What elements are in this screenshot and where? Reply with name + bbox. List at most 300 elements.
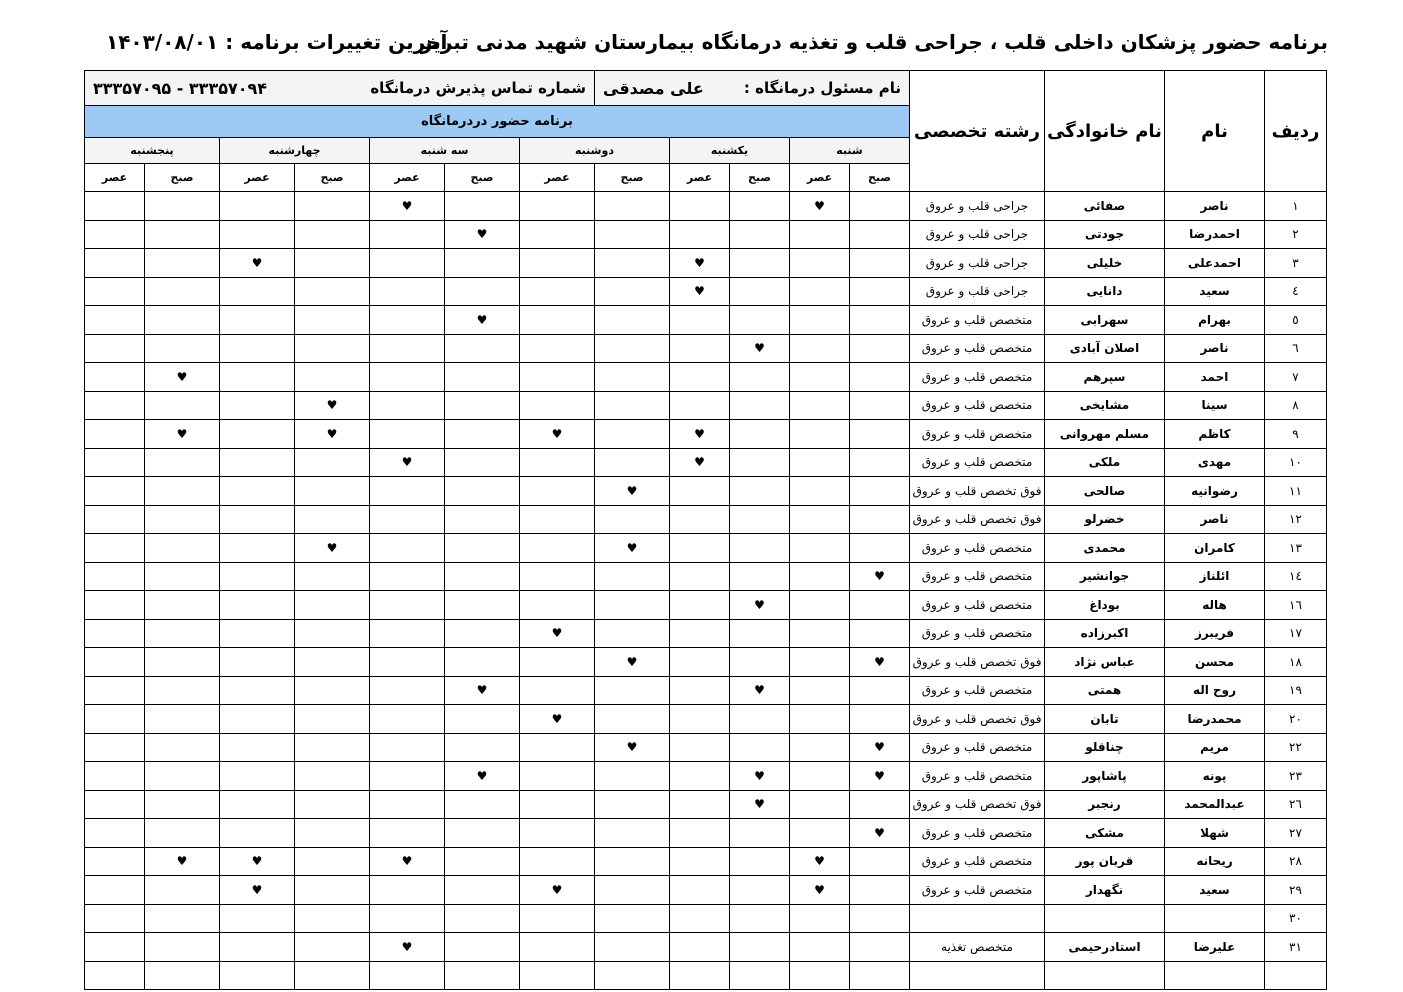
schedule-cell	[85, 363, 145, 392]
schedule-cell	[145, 505, 220, 534]
specialty: متخصص قلب و عروق	[910, 306, 1045, 335]
schedule-banner: برنامه حضور دردرمانگاه	[85, 106, 910, 138]
schedule-cell	[445, 648, 520, 677]
shift-header-afternoon: عصر	[790, 164, 850, 192]
last-name: صالحی	[1045, 477, 1165, 506]
presence-mark-cell: ♥	[445, 306, 520, 335]
presence-mark-cell: ♥	[295, 534, 370, 563]
schedule-cell	[370, 277, 445, 306]
specialty: متخصص تغذیه	[910, 933, 1045, 962]
schedule-cell	[595, 876, 670, 905]
schedule-cell	[790, 363, 850, 392]
row-number: ۱٤	[1265, 562, 1327, 591]
schedule-cell	[85, 448, 145, 477]
last-name: مشایخی	[1045, 391, 1165, 420]
schedule-cell	[595, 591, 670, 620]
schedule-cell	[445, 562, 520, 591]
schedule-cell	[850, 591, 910, 620]
schedule-cell	[595, 220, 670, 249]
specialty: متخصص قلب و عروق	[910, 334, 1045, 363]
schedule-cell	[370, 876, 445, 905]
first-name	[1165, 904, 1265, 933]
first-name: ناصر	[1165, 334, 1265, 363]
last-name: نگهدار	[1045, 876, 1165, 905]
schedule-cell	[595, 904, 670, 933]
schedule-cell	[445, 448, 520, 477]
first-name: عبدالمحمد	[1165, 790, 1265, 819]
schedule-cell	[370, 904, 445, 933]
schedule-cell	[145, 477, 220, 506]
schedule-cell	[850, 876, 910, 905]
schedule-cell	[85, 277, 145, 306]
schedule-cell	[85, 477, 145, 506]
table-row	[85, 619, 1327, 648]
schedule-cell	[730, 220, 790, 249]
specialty: متخصص قلب و عروق	[910, 819, 1045, 848]
schedule-cell	[295, 876, 370, 905]
schedule-cell	[730, 420, 790, 449]
schedule-cell	[595, 619, 670, 648]
schedule-cell	[370, 477, 445, 506]
manager-name: علی مصدقی	[603, 78, 704, 98]
schedule-cell	[445, 705, 520, 734]
presence-mark-cell: ♥	[670, 420, 730, 449]
last-change-info	[106, 30, 447, 54]
schedule-cell	[730, 961, 790, 990]
day-header: دوشنبه	[520, 138, 670, 164]
schedule-cell	[730, 847, 790, 876]
schedule-cell	[790, 391, 850, 420]
schedule-cell	[295, 306, 370, 335]
schedule-cell	[730, 306, 790, 335]
schedule-cell	[850, 790, 910, 819]
schedule-cell	[520, 391, 595, 420]
schedule-cell	[295, 619, 370, 648]
presence-mark-cell: ♥	[790, 192, 850, 221]
schedule-cell	[85, 619, 145, 648]
last-name: جوانشیر	[1045, 562, 1165, 591]
schedule-cell	[445, 961, 520, 990]
schedule-cell	[220, 961, 295, 990]
schedule-cell	[850, 904, 910, 933]
last-name: مشکی	[1045, 819, 1165, 848]
schedule-cell	[520, 505, 595, 534]
schedule-cell	[670, 591, 730, 620]
schedule-cell	[295, 933, 370, 962]
schedule-cell	[370, 420, 445, 449]
last-name: همتی	[1045, 676, 1165, 705]
specialty: متخصص قلب و عروق	[910, 676, 1045, 705]
schedule-cell	[520, 648, 595, 677]
schedule-cell	[145, 192, 220, 221]
schedule-cell	[520, 847, 595, 876]
shift-header-morning: صبح	[445, 164, 520, 192]
schedule-cell	[790, 591, 850, 620]
schedule-cell	[520, 334, 595, 363]
first-name: شهلا	[1165, 819, 1265, 848]
schedule-cell	[520, 591, 595, 620]
schedule-cell	[520, 676, 595, 705]
schedule-cell	[370, 391, 445, 420]
row-number: ٥	[1265, 306, 1327, 335]
presence-mark-cell: ♥	[595, 648, 670, 677]
presence-mark-cell: ♥	[730, 762, 790, 791]
last-name	[1045, 961, 1165, 990]
specialty: متخصص قلب و عروق	[910, 762, 1045, 791]
row-number: ٤	[1265, 277, 1327, 306]
specialty: متخصص قلب و عروق	[910, 733, 1045, 762]
header-row-number: ردیف	[1265, 71, 1327, 192]
specialty: فوق تخصص قلب و عروق	[910, 477, 1045, 506]
schedule-cell	[370, 534, 445, 563]
schedule-cell	[445, 933, 520, 962]
schedule-cell	[220, 648, 295, 677]
table-row	[85, 306, 1327, 335]
presence-mark-cell: ♥	[790, 876, 850, 905]
schedule-cell	[220, 733, 295, 762]
day-header: پنجشنبه	[85, 138, 220, 164]
first-name: علیرضا	[1165, 933, 1265, 962]
table-row	[85, 534, 1327, 563]
schedule-cell	[145, 819, 220, 848]
presence-mark-cell: ♥	[295, 420, 370, 449]
specialty: متخصص قلب و عروق	[910, 363, 1045, 392]
schedule-cell	[145, 733, 220, 762]
schedule-cell	[295, 847, 370, 876]
table-row	[85, 790, 1327, 819]
schedule-cell	[445, 790, 520, 819]
schedule-cell	[145, 619, 220, 648]
schedule-cell	[445, 391, 520, 420]
schedule-cell	[790, 477, 850, 506]
shift-header-morning: صبح	[850, 164, 910, 192]
schedule-cell	[295, 249, 370, 278]
schedule-cell	[85, 876, 145, 905]
schedule-cell	[670, 762, 730, 791]
table-row	[85, 648, 1327, 677]
table-row	[85, 391, 1327, 420]
schedule-cell	[595, 448, 670, 477]
schedule-cell	[295, 904, 370, 933]
schedule-cell	[730, 562, 790, 591]
table-row	[85, 904, 1327, 933]
schedule-cell	[730, 505, 790, 534]
schedule-cell	[595, 762, 670, 791]
first-name: مهدی	[1165, 448, 1265, 477]
table-row	[85, 705, 1327, 734]
schedule-cell	[445, 876, 520, 905]
schedule-cell	[520, 448, 595, 477]
specialty: متخصص قلب و عروق	[910, 591, 1045, 620]
schedule-cell	[670, 505, 730, 534]
table-row	[85, 477, 1327, 506]
schedule-cell	[850, 961, 910, 990]
presence-mark-cell: ♥	[730, 790, 790, 819]
schedule-cell	[670, 220, 730, 249]
row-number	[1265, 961, 1327, 990]
shift-header-afternoon: عصر	[520, 164, 595, 192]
schedule-cell	[370, 648, 445, 677]
presence-mark-cell: ♥	[670, 249, 730, 278]
schedule-cell	[520, 534, 595, 563]
manager-label: نام مسئول درمانگاه :	[743, 79, 901, 97]
schedule-cell	[850, 534, 910, 563]
presence-mark-cell: ♥	[220, 876, 295, 905]
presence-mark-cell: ♥	[520, 876, 595, 905]
last-name: عباس نژاد	[1045, 648, 1165, 677]
schedule-cell	[730, 933, 790, 962]
specialty: متخصص قلب و عروق	[910, 534, 1045, 563]
schedule-cell	[370, 762, 445, 791]
presence-mark-cell: ♥	[370, 192, 445, 221]
last-name: چناقلو	[1045, 733, 1165, 762]
schedule-cell	[850, 220, 910, 249]
row-number: ۱۸	[1265, 648, 1327, 677]
last-change-date: ۱۴۰۳/۰۸/۰۱	[106, 30, 219, 54]
schedule-cell	[730, 192, 790, 221]
row-number: ۱۱	[1265, 477, 1327, 506]
row-number: ۱	[1265, 192, 1327, 221]
first-name: احمدرضا	[1165, 220, 1265, 249]
schedule-cell	[85, 534, 145, 563]
first-name	[1165, 961, 1265, 990]
schedule-cell	[595, 391, 670, 420]
schedule-cell	[595, 790, 670, 819]
schedule-cell	[220, 819, 295, 848]
schedule-cell	[445, 249, 520, 278]
schedule-cell	[295, 277, 370, 306]
schedule-cell	[145, 220, 220, 249]
schedule-cell	[370, 249, 445, 278]
schedule-cell	[445, 534, 520, 563]
table-row	[85, 420, 1327, 449]
table-row	[85, 448, 1327, 477]
row-number: ۸	[1265, 391, 1327, 420]
presence-mark-cell: ♥	[370, 448, 445, 477]
schedule-cell	[670, 961, 730, 990]
last-name: قربان پور	[1045, 847, 1165, 876]
schedule-cell	[445, 477, 520, 506]
presence-mark-cell: ♥	[850, 762, 910, 791]
schedule-cell	[295, 448, 370, 477]
schedule-cell	[295, 591, 370, 620]
schedule-cell	[595, 420, 670, 449]
last-name: محمدی	[1045, 534, 1165, 563]
schedule-cell	[295, 477, 370, 506]
presence-mark-cell: ♥	[850, 562, 910, 591]
schedule-cell	[220, 762, 295, 791]
presence-mark-cell: ♥	[220, 847, 295, 876]
schedule-cell	[295, 192, 370, 221]
schedule-cell	[730, 277, 790, 306]
schedule-cell	[790, 249, 850, 278]
schedule-cell	[370, 334, 445, 363]
first-name: روح اله	[1165, 676, 1265, 705]
presence-mark-cell: ♥	[145, 847, 220, 876]
row-number: ۲۹	[1265, 876, 1327, 905]
shift-header-afternoon: عصر	[85, 164, 145, 192]
presence-mark-cell: ♥	[520, 619, 595, 648]
row-number: ۱۷	[1265, 619, 1327, 648]
schedule-cell	[220, 790, 295, 819]
schedule-cell	[145, 391, 220, 420]
table-row	[85, 876, 1327, 905]
row-number: ۱٦	[1265, 591, 1327, 620]
presence-mark-cell: ♥	[220, 249, 295, 278]
schedule-cell	[730, 249, 790, 278]
schedule-cell	[295, 220, 370, 249]
schedule-cell	[520, 277, 595, 306]
schedule-cell	[850, 192, 910, 221]
first-name: مریم	[1165, 733, 1265, 762]
first-name: سینا	[1165, 391, 1265, 420]
table-row	[85, 220, 1327, 249]
schedule-cell	[220, 619, 295, 648]
schedule-cell	[790, 306, 850, 335]
schedule-cell	[595, 192, 670, 221]
schedule-cell	[370, 619, 445, 648]
schedule-cell	[295, 819, 370, 848]
schedule-cell	[220, 562, 295, 591]
schedule-cell	[220, 334, 295, 363]
schedule-cell	[295, 648, 370, 677]
schedule-cell	[445, 334, 520, 363]
schedule-cell	[790, 904, 850, 933]
table-row	[85, 505, 1327, 534]
schedule-cell	[595, 819, 670, 848]
first-name: پونه	[1165, 762, 1265, 791]
first-name: کامران	[1165, 534, 1265, 563]
schedule-cell	[295, 562, 370, 591]
row-number: ۳	[1265, 249, 1327, 278]
table-row	[85, 334, 1327, 363]
schedule-cell	[145, 790, 220, 819]
schedule-cell	[295, 505, 370, 534]
schedule-cell	[145, 562, 220, 591]
schedule-cell	[445, 363, 520, 392]
table-row	[85, 933, 1327, 962]
last-name: مسلم مهروانی	[1045, 420, 1165, 449]
first-name: محمدرضا	[1165, 705, 1265, 734]
schedule-cell	[850, 448, 910, 477]
schedule-cell	[85, 961, 145, 990]
schedule-cell	[790, 220, 850, 249]
row-number: ۱۲	[1265, 505, 1327, 534]
schedule-cell	[520, 933, 595, 962]
specialty: متخصص قلب و عروق	[910, 562, 1045, 591]
schedule-cell	[445, 819, 520, 848]
presence-mark-cell: ♥	[730, 676, 790, 705]
specialty: متخصص قلب و عروق	[910, 619, 1045, 648]
last-name: تابان	[1045, 705, 1165, 734]
schedule-cell	[520, 249, 595, 278]
day-header: یکشنبه	[670, 138, 790, 164]
presence-mark-cell: ♥	[520, 420, 595, 449]
row-number: ۱۰	[1265, 448, 1327, 477]
first-name: محسن	[1165, 648, 1265, 677]
schedule-cell	[595, 306, 670, 335]
schedule-cell	[85, 762, 145, 791]
schedule-cell	[670, 648, 730, 677]
phone-numbers: ۳۳۳۵۷۰۹۴ - ۳۳۳۵۷۰۹۵	[93, 78, 268, 98]
phone-label: شماره تماس پذیرش درمانگاه	[370, 79, 586, 97]
schedule-cell	[670, 676, 730, 705]
schedule-cell	[370, 220, 445, 249]
row-number: ۲٦	[1265, 790, 1327, 819]
first-name: فریبرز	[1165, 619, 1265, 648]
schedule-cell	[730, 477, 790, 506]
first-name: احمدعلی	[1165, 249, 1265, 278]
schedule-cell	[370, 505, 445, 534]
specialty: جراحی قلب و عروق	[910, 220, 1045, 249]
schedule-cell	[670, 847, 730, 876]
last-name: استادرحیمی	[1045, 933, 1165, 962]
schedule-cell	[85, 705, 145, 734]
schedule-cell	[145, 762, 220, 791]
last-name: خلیلی	[1045, 249, 1165, 278]
presence-mark-cell: ♥	[595, 477, 670, 506]
table-row	[85, 192, 1327, 221]
schedule-cell	[145, 448, 220, 477]
shift-header-morning: صبح	[595, 164, 670, 192]
schedule-cell	[85, 192, 145, 221]
schedule-cell	[445, 847, 520, 876]
schedule-cell	[670, 705, 730, 734]
presence-mark-cell: ♥	[850, 819, 910, 848]
shift-header-afternoon: عصر	[670, 164, 730, 192]
schedule-cell	[85, 790, 145, 819]
schedule-cell	[370, 562, 445, 591]
schedule-cell	[145, 904, 220, 933]
schedule-cell	[520, 762, 595, 791]
schedule-cell	[295, 961, 370, 990]
presence-mark-cell: ♥	[145, 363, 220, 392]
schedule-cell	[85, 505, 145, 534]
schedule-cell	[85, 420, 145, 449]
presence-mark-cell: ♥	[730, 591, 790, 620]
schedule-cell	[850, 306, 910, 335]
table-row	[85, 961, 1327, 990]
schedule-cell	[520, 733, 595, 762]
first-name: رضوانیه	[1165, 477, 1265, 506]
schedule-cell	[220, 391, 295, 420]
presence-mark-cell: ♥	[595, 534, 670, 563]
shift-header-afternoon: عصر	[220, 164, 295, 192]
schedule-cell	[790, 648, 850, 677]
header-first-name: نام	[1165, 71, 1265, 192]
schedule-cell	[370, 363, 445, 392]
first-name: احمد	[1165, 363, 1265, 392]
schedule-cell	[295, 733, 370, 762]
table-row	[85, 676, 1327, 705]
schedule-cell	[85, 334, 145, 363]
schedule-cell	[295, 334, 370, 363]
last-name: دانایی	[1045, 277, 1165, 306]
last-name: سپرهم	[1045, 363, 1165, 392]
schedule-cell	[670, 534, 730, 563]
last-name: رنجبر	[1045, 790, 1165, 819]
schedule-cell	[520, 562, 595, 591]
schedule-cell	[220, 591, 295, 620]
schedule-cell	[370, 591, 445, 620]
table-row	[85, 819, 1327, 848]
schedule-cell	[85, 648, 145, 677]
schedule-cell	[790, 790, 850, 819]
row-number: ۲۲	[1265, 733, 1327, 762]
schedule-cell	[595, 961, 670, 990]
specialty: جراحی قلب و عروق	[910, 192, 1045, 221]
presence-mark-cell: ♥	[850, 733, 910, 762]
